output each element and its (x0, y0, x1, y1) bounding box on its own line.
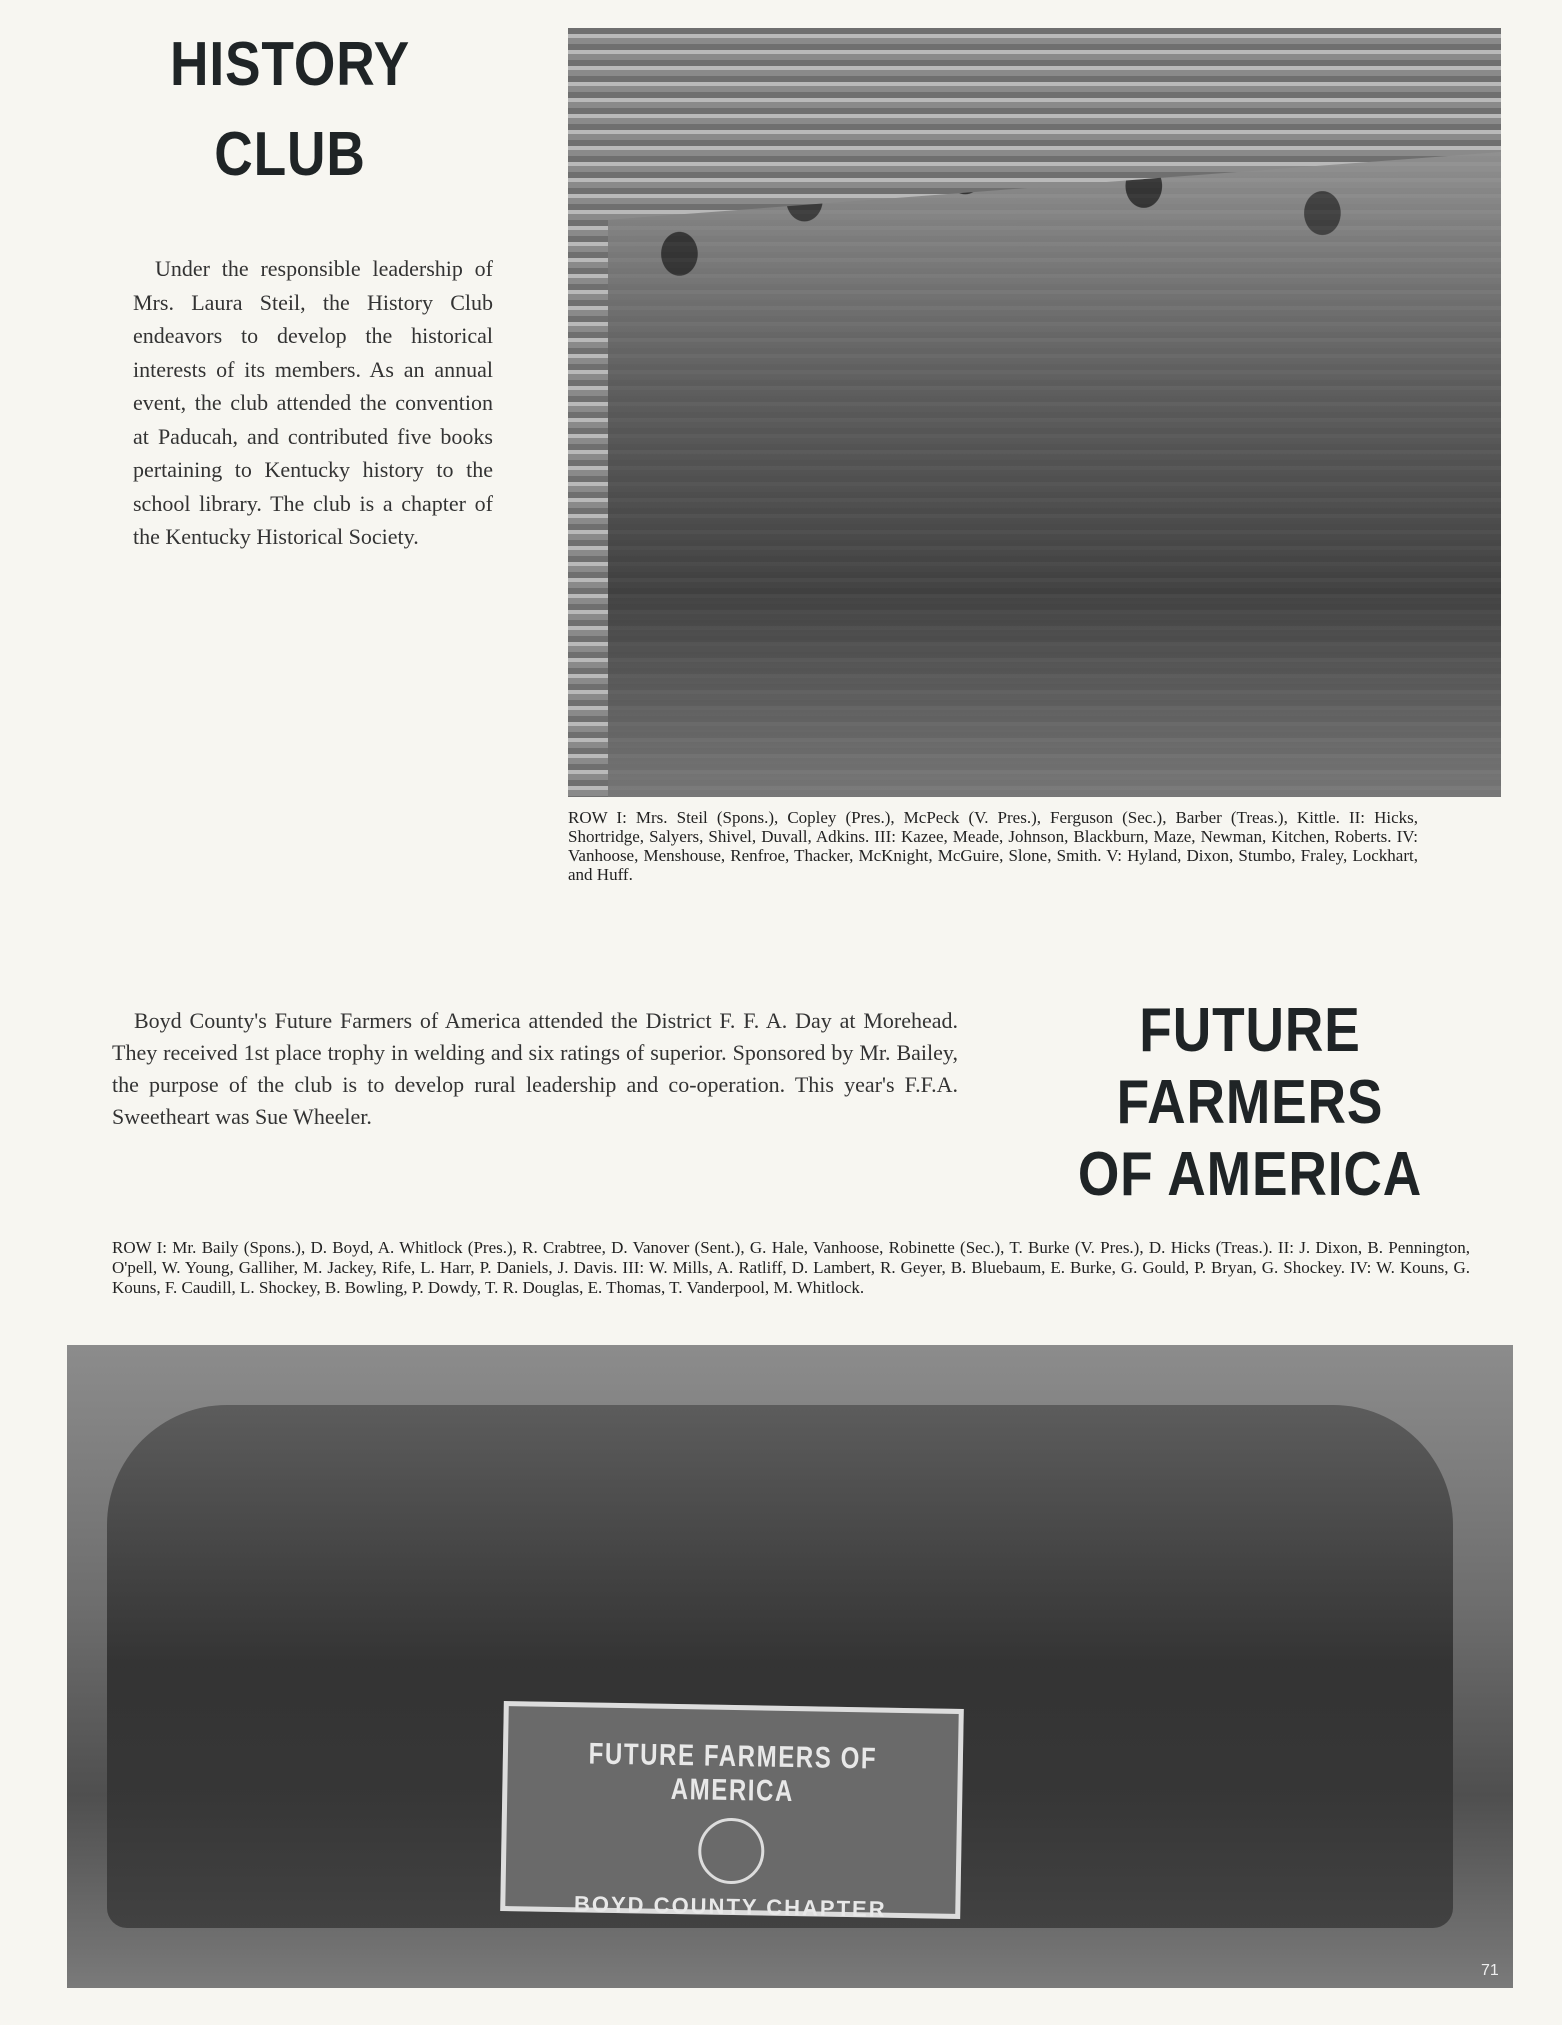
banner-chapter-text: BOYD COUNTY CHAPTER (573, 1891, 887, 1922)
history-club-title-line2: CLUB (214, 120, 366, 189)
ffa-title-line2: OF AMERICA (1077, 1140, 1423, 1209)
history-club-paragraph: Under the responsible leadership of Mrs. Laura Steil, the History Club endeavors to develop the historical interests of its members. As an annual event, the club attended the convention at Paducah, and contributed five books pertaining to Kentucky history to the school library. The club is a chapter of the Kentucky Historical Society. (133, 256, 493, 549)
ffa-paragraph: Boyd County's Future Farmers of America attended the District F. F. A. Day at Morehead. They received 1st place trophy in welding and six ratings of superior. Sponsored by Mr. Bailey, the purpose of the club is to develop rural leadership and co-operation. This year's F.F.A. Sweetheart was Sue Wheeler. (112, 1008, 958, 1129)
ffa-emblem-icon (698, 1817, 765, 1884)
history-club-title-line1: HISTORY (169, 30, 411, 99)
ffa-photo (67, 1345, 1513, 1988)
history-club-photo (568, 28, 1501, 797)
ffa-caption: ROW I: Mr. Baily (Spons.), D. Boyd, A. Whitlock (Pres.), R. Crabtree, D. Vanover (Sent.), G. Hale, Vanhoose, Robinette (Sec.), T. Burke (V. Pres.), D. Hicks (Treas.). II: J. Dixon, B. Pennington, O'pell, W. Young, Galliher, M. Jackey, Rife, L. Harr, P. Daniels, J. Davis. III: W. Mills, A. Ratliff, D. Lambert, R. Geyer, B. Bluebaum, E. Burke, G. Gould, P. Bryan, G. Shockey. IV: W. Kouns, G. Kouns, F. Caudill, L. Shockey, B. Bowling, P. Dowdy, T. R. Douglas, E. Thomas, T. Vanderpool, M. Whitlock. (112, 1238, 1470, 1297)
history-club-title (170, 20, 411, 200)
ffa-title-line1: FUTURE FARMERS (1116, 996, 1384, 1137)
group-figures (608, 118, 1501, 797)
ffa-banner (500, 1701, 964, 1922)
history-club-caption: ROW I: Mrs. Steil (Spons.), Copley (Pres.), McPeck (V. Pres.), Ferguson (Sec.), Barber (Treas.), Kittle. II: Hicks, Shortridge, Salyers, Shivel, Duvall, Adkins. III: Kazee, Meade, Johnson, Blackburn, Maze, Newman, Kitchen, Roberts. IV: Vanhoose, Menshouse, Renfroe, Thacker, McKnight, McGuire, Slone, Smith. V: Hyland, Dixon, Stumbo, Fraley, Lockhart, and Huff. (568, 808, 1418, 884)
page-number: 71 (1481, 1962, 1499, 1979)
ffa-title (1026, 995, 1473, 1211)
banner-text: FUTURE FARMERS OF AMERICA (588, 1737, 878, 1809)
